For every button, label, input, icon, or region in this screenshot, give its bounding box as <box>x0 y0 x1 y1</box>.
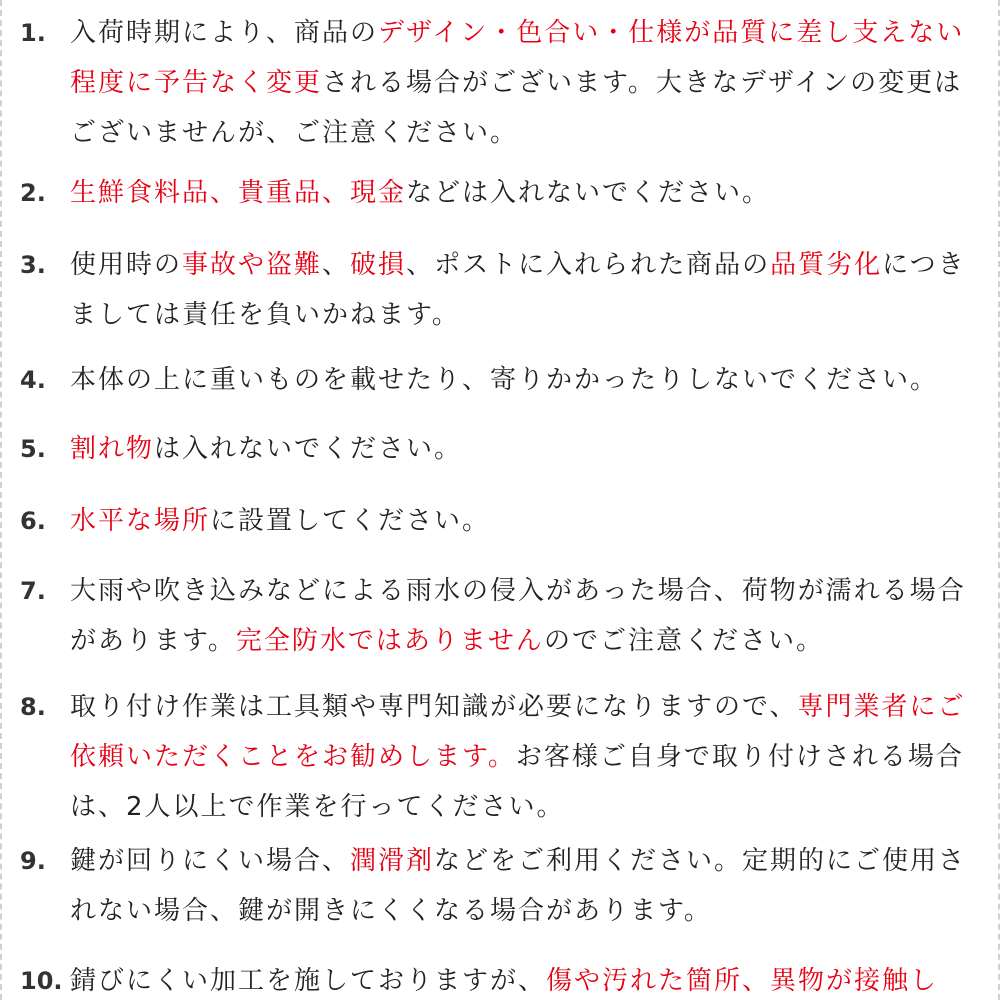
item-number: 7. <box>20 577 46 605</box>
highlighted-text: 傷や汚れた箇所、異物が接触し <box>546 966 939 996</box>
body-text: などは入れないでください。 <box>406 178 771 208</box>
body-text: 大雨や吹き込みなどによる雨水の侵入があった場合、荷物が濡れる場合があります。 <box>70 576 966 656</box>
body-text: 入荷時期により、商品の <box>70 18 379 48</box>
item-text <box>70 168 982 218</box>
item-text <box>70 240 982 340</box>
highlighted-text: 完全防水ではありません <box>235 626 544 656</box>
highlighted-text: 事故や盗難 <box>182 250 323 280</box>
body-text: される場合がございます。大きなデザインの変更はございませんが、ご注意ください。 <box>70 68 963 148</box>
item-number: 6. <box>20 507 46 535</box>
item-text <box>70 496 982 546</box>
body-text: 錆びにくい加工を施しておりますが、 <box>70 966 547 996</box>
item-text <box>70 355 982 405</box>
item-number: 9. <box>20 847 46 875</box>
item-number: 5. <box>20 435 46 463</box>
body-text: 鍵が回りにくい場合、 <box>70 846 351 876</box>
highlighted-text: 品質劣化 <box>770 250 883 280</box>
highlighted-text: 生鮮食料品、貴重品、現金 <box>70 178 407 208</box>
highlighted-text: 破損 <box>350 250 407 280</box>
highlighted-text: 割れ物 <box>70 434 155 464</box>
item-text <box>70 8 982 158</box>
item-number: 2. <box>20 179 46 207</box>
highlighted-text: デザイン・色合い・仕様が品質に差し支えない程度に予告なく変更 <box>70 18 965 98</box>
item-number: 10. <box>20 967 63 995</box>
body-text: 、 <box>322 250 351 280</box>
body-text: などをご利用ください。定期的にご使用されない場合、鍵が開きにくくなる場合があります。 <box>70 846 967 926</box>
highlighted-text: 専門業者にご依頼いただくことをお勧めします。 <box>70 692 966 772</box>
item-number: 8. <box>20 693 46 721</box>
item-text <box>70 682 982 832</box>
body-text: につきましては責任を負いかねます。 <box>70 250 966 330</box>
item-text <box>70 566 982 666</box>
highlighted-text: 潤滑剤 <box>350 846 435 876</box>
body-text: 本体の上に重いものを載せたり、寄りかかったりしないでください。 <box>70 365 939 395</box>
body-text: お客様ご自身で取り付けされる場合は、2人以上で作業を行ってください。 <box>70 742 964 822</box>
body-text: 取り付け作業は工具類や専門知識が必要になりますので、 <box>70 692 798 722</box>
body-text: は入れないでください。 <box>154 434 463 464</box>
item-number: 4. <box>20 366 46 394</box>
item-number: 1. <box>20 19 46 47</box>
body-text: 、ポストに入れられた商品の <box>406 250 771 280</box>
item-text <box>70 424 982 474</box>
item-text <box>70 836 982 936</box>
body-text: のでご注意ください。 <box>543 626 824 656</box>
body-text: に設置してください。 <box>210 506 491 536</box>
body-text: 使用時の <box>70 250 183 280</box>
item-text <box>70 956 982 1006</box>
highlighted-text: 水平な場所 <box>70 506 211 536</box>
item-number: 3. <box>20 251 46 279</box>
